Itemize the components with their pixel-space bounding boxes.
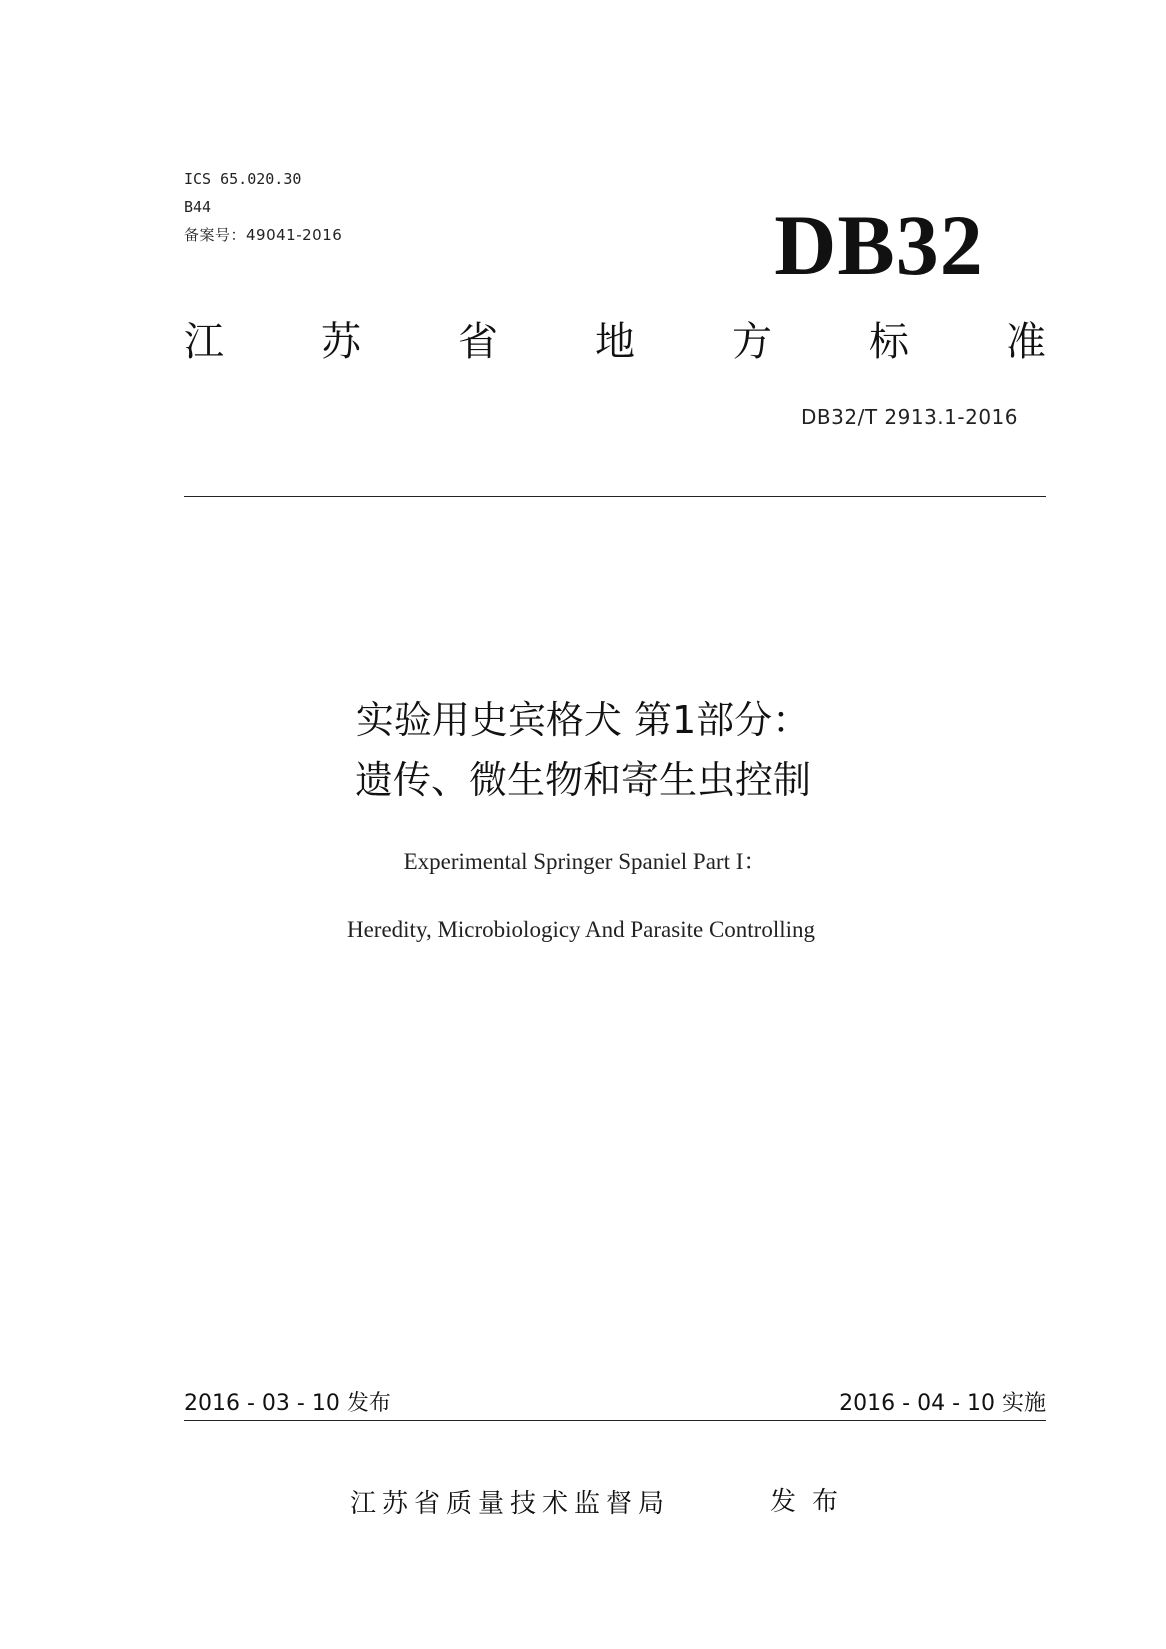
ics-code: ICS 65.020.30: [184, 170, 302, 188]
standard-type-char: 标: [869, 319, 909, 365]
title-cn-line2: 遗传、微生物和寄生虫控制: [354, 758, 811, 802]
db-logo: DB32: [774, 197, 984, 293]
standard-number: DB32/T 2913.1-2016: [801, 405, 1018, 429]
standard-type-char: 省: [458, 319, 498, 365]
standard-type-char: 苏: [321, 319, 361, 365]
standard-type-char: 地: [595, 319, 635, 365]
title-en-line2: Heredity, Microbiologicy And Parasite Controlling: [346, 917, 816, 942]
issue-date: 2016 - 03 - 10 发布: [184, 1391, 391, 1416]
title-cn-line1: 实验用史宾格犬 第1部分：: [355, 698, 811, 742]
issuing-authority: 江苏省质量技术监督局: [350, 1489, 671, 1519]
issue-action: 发布: [770, 1487, 855, 1517]
footer-divider: [184, 1420, 1046, 1421]
standard-type-heading: [184, 318, 1046, 366]
classification-code: B44: [184, 198, 212, 216]
standard-type-char: 方: [732, 319, 772, 365]
record-number: 备案号：49041-2016: [184, 226, 343, 244]
implement-date: 2016 - 04 - 10 实施: [839, 1391, 1046, 1416]
standard-type-char: 江: [184, 319, 224, 365]
header-divider: [184, 496, 1046, 497]
title-en-line1: Experimental Springer Spaniel Part I：: [403, 849, 767, 874]
standard-type-char: 准: [1006, 319, 1046, 365]
